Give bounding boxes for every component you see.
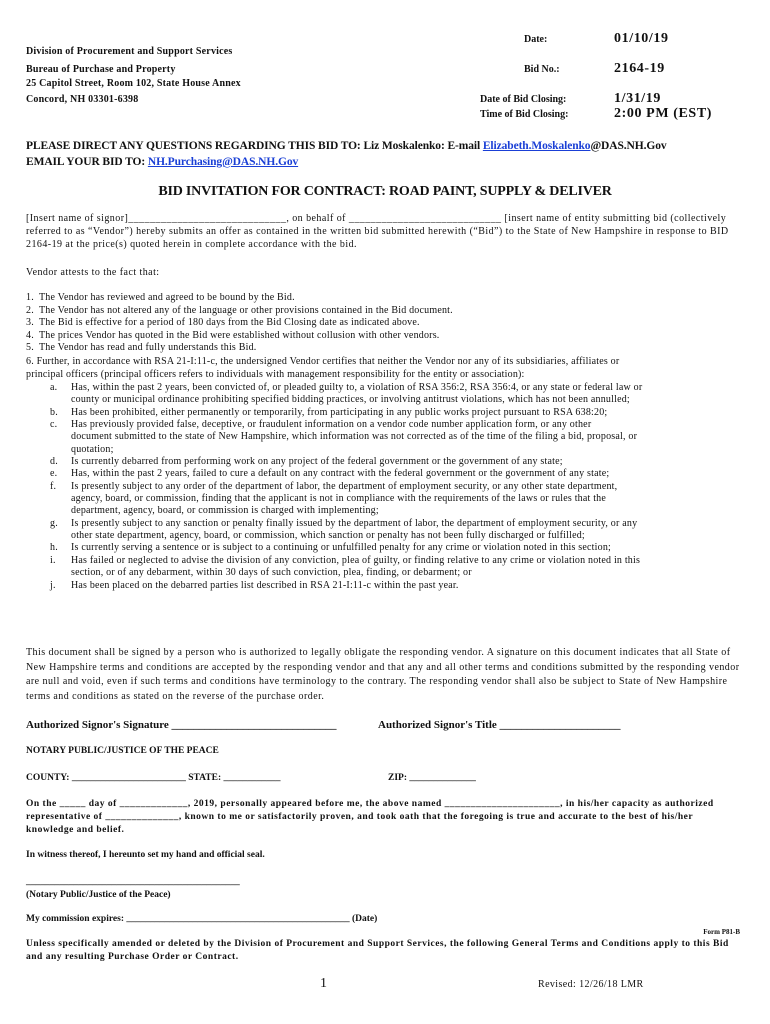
contact-email-link[interactable]: Elizabeth.Moskalenko: [482, 140, 591, 152]
signor-signature-field[interactable]: Authorized Signor's Signature ______________________________: [26, 719, 337, 731]
certification-text: county or municipal ordinance prohibiting specified bidding practices, or involving antitrust violations, which has not been annulled;: [71, 394, 630, 406]
address-line-4: Concord, NH 03301-6398: [26, 94, 139, 105]
certification-item-line: [26, 542, 746, 554]
certification-item-line: [26, 580, 746, 592]
item-letter: i.: [50, 554, 56, 566]
date-label: Date:: [524, 34, 548, 45]
certification-item-line: [26, 505, 746, 517]
email-bid-line: [26, 156, 298, 168]
page-title: BID INVITATION FOR CONTRACT: ROAD PAINT, SUPPLY & DELIVER: [158, 184, 612, 199]
address-line-2: Bureau of Purchase and Property: [26, 64, 176, 75]
email-prefix: EMAIL YOUR BID TO:: [26, 156, 148, 168]
certification-text: Has, within the past 2 years, failed to cure a default on any contract with the federal government or the government of any state;: [71, 468, 610, 480]
certification-text: Has been prohibited, either permanently or temporarily, from participating in any public works project pursuant to RSA 638:20;: [71, 406, 608, 418]
item-text: The Bid is effective for a period of 180 days from the Bid Closing date as indicated above.: [39, 317, 420, 328]
signing-paragraph: This document shall be signed by a person who is authorized to legally obligate the responding vendor. A signature on this document indicates that all State of New Hampshire terms and conditions are accepted by the responding vendor and that any and all other terms and conditions submitted by the responding vendor are null and void, even if such terms and conditions have terminology to the contrary. The responding vendor shall also be subject to State of New Hampshire terms and conditions as stated on the reverse of the purchase order.: [26, 647, 740, 702]
item-letter: e.: [50, 468, 58, 480]
item-letter: f.: [50, 480, 57, 492]
item-letter: a.: [50, 382, 58, 393]
certification-item-line: [26, 431, 746, 443]
witness-statement: In witness thereof, I hereunto set my hand and official seal.: [26, 850, 265, 860]
certification-item-line: [26, 468, 746, 480]
notary-oath-paragraph: On the _____ day of _____________, 2019, personally appeared before me, the above named ______________________, in his/her capacity as authorized representative of ______________, known to me or satisfactorily proven, and took oath that the foregoing is true and accurate to the best of his/her knowledge and belief.: [26, 799, 714, 835]
attestation-item: [26, 317, 746, 330]
certification-sublist: [26, 382, 746, 592]
zip-field[interactable]: ZIP: ______________: [388, 773, 476, 783]
certification-text: Is currently debarred from performing work on any project of the federal government or the government of any state;: [71, 456, 563, 468]
certification-text: department, agency, board, or commission is charged with implementing;: [71, 505, 379, 517]
county-state-field[interactable]: COUNTY: ________________________ STATE: ____________: [26, 773, 281, 783]
certification-item-line: [26, 444, 746, 456]
closing-date-value: 1/31/19: [614, 91, 661, 106]
certification-item-line: [26, 567, 746, 579]
certification-text: Is presently subject to any order of the department of labor, the department of employment security, or any other state department,: [71, 480, 618, 492]
item-text: The Vendor has not altered any of the language or other provisions contained in the Bid document.: [39, 304, 453, 316]
page-number: 1: [320, 976, 327, 991]
questions-contact: [26, 140, 667, 152]
closing-time-value: 2:00 PM (EST): [614, 106, 713, 121]
item-number: 1.: [26, 292, 34, 303]
certification-item-line: [26, 456, 746, 468]
item-letter: d.: [50, 456, 58, 468]
attestation-item: [26, 305, 746, 318]
bid-no-label: Bid No.:: [524, 64, 560, 75]
item-6-line-2: principal officers (principal officers refers to individuals with management responsibility for the entity or association):: [26, 369, 525, 380]
commission-expires-field[interactable]: My commission expires: _______________________________________________ (Date): [26, 914, 378, 924]
closing-date-label: Date of Bid Closing:: [480, 94, 567, 105]
item-letter: g.: [50, 517, 58, 529]
address-line-1: Division of Procurement and Support Services: [26, 46, 233, 57]
certification-item-line: [26, 493, 746, 505]
item-text: The Vendor has reviewed and agreed to be bound by the Bid.: [39, 292, 295, 303]
certification-text: quotation;: [71, 443, 114, 455]
address-line-3: 25 Capitol Street, Room 102, State House Annex: [26, 78, 241, 89]
attestation-item: [26, 292, 746, 305]
purchasing-email-link[interactable]: NH.Purchasing@DAS.NH.Gov: [147, 156, 299, 168]
certification-item-line: [26, 481, 746, 493]
certification-item-line: [26, 518, 746, 530]
attestation-list: [26, 292, 746, 355]
certification-text: Has, within the past 2 years, been convicted of, or pleaded guilty to, a violation of RSA 356:2, RSA 356:4, or any state or federal law or: [71, 382, 643, 393]
signor-title-field[interactable]: Authorized Signor's Title ______________________: [378, 719, 621, 731]
revised-note: Revised: 12/26/18 LMR: [538, 979, 644, 990]
certification-text: Is presently subject to any sanction or penalty finally issued by the department of labor, the department of employment security, or any: [71, 517, 638, 529]
intro-paragraph: [Insert name of signor]_____________________________, on behalf of ____________________________ [insert name of entity submitting bid (collectively referred to as “Vendor”) hereby submits an offer as contained in the written bid submitted herewith (“Bid”) to the State of New Hampshire in response to BID 2164-19 at the price(s) quoted herein in complete accordance with the bid.: [26, 213, 729, 250]
date-value: 01/10/19: [614, 31, 669, 46]
item-text: The Vendor has read and fully understands this Bid.: [39, 342, 257, 353]
bid-no-value: 2164-19: [614, 61, 665, 76]
certification-text: section, or of any debarment, within 30 days of such conviction, plea, finding, or debarment; or: [71, 567, 472, 579]
form-number: Form P81-B: [703, 928, 740, 936]
item-number: 3.: [26, 317, 34, 328]
questions-prefix: PLEASE DIRECT ANY QUESTIONS REGARDING THIS BID TO: Liz Moskalenko: E-mail: [26, 140, 483, 152]
certification-text: Has been placed on the debarred parties list described in RSA 21-I:11-c within the past year.: [71, 579, 459, 591]
item-letter: b.: [50, 406, 58, 418]
certification-text: Is currently serving a sentence or is subject to a continuing or unfulfilled penalty for any crime or violation noted in this section;: [71, 542, 611, 554]
attestation-item: [26, 330, 746, 343]
attestation-item: [26, 342, 746, 355]
certification-item-line: [26, 555, 746, 567]
item-text: The prices Vendor has quoted in the Bid were established without collusion with other vendors.: [39, 329, 440, 341]
notary-heading: NOTARY PUBLIC/JUSTICE OF THE PEACE: [26, 746, 219, 756]
certification-text: Has previously provided false, deceptive, or fraudulent information on a vendor code number application form, or any other: [71, 419, 592, 431]
certification-item-line: [26, 394, 746, 406]
item-6-line-1: 6. Further, in accordance with RSA 21-I:11-c, the undersigned Vendor certifies that neither the Vendor nor any of its subsidiaries, affiliates or: [26, 356, 620, 367]
closing-paragraph: Unless specifically amended or deleted by the Division of Procurement and Support Services, the following General Terms and Conditions apply to this Bid and any resulting Purchase Order or Contract.: [26, 939, 729, 962]
notary-signature-line[interactable]: _____________________________________________: [26, 877, 240, 887]
closing-time-label: Time of Bid Closing:: [480, 109, 569, 120]
certification-text: other state department, agency, board, or commission, which sanction or penalty has not been fully discharged or fulfilled;: [71, 530, 585, 542]
certification-item-line: [26, 530, 746, 542]
certification-text: document submitted to the state of New Hampshire, which information was not corrected as of the time of the filing a bid, proposal, or: [71, 431, 638, 443]
item-letter: j.: [50, 579, 56, 591]
certification-text: agency, board, or commission, finding that the applicant is not in compliance with the requirements of the laws or rules that the: [71, 493, 607, 505]
certification-text: Has failed or neglected to advise the division of any conviction, plea of guilty, or finding relative to any crime or violation noted in this: [71, 554, 641, 566]
item-number: 2.: [26, 304, 34, 316]
item-letter: h.: [50, 542, 58, 554]
certification-item-line: [26, 419, 746, 431]
item-number: 5.: [26, 342, 34, 353]
certification-item-line: [26, 407, 746, 419]
certification-item-line: [26, 382, 746, 394]
notary-signature-caption: (Notary Public/Justice of the Peace): [26, 890, 171, 900]
item-number: 4.: [26, 329, 34, 341]
item-letter: c.: [50, 419, 58, 431]
attest-heading: Vendor attests to the fact that:: [26, 267, 160, 278]
questions-suffix: @DAS.NH.Gov: [590, 140, 667, 152]
